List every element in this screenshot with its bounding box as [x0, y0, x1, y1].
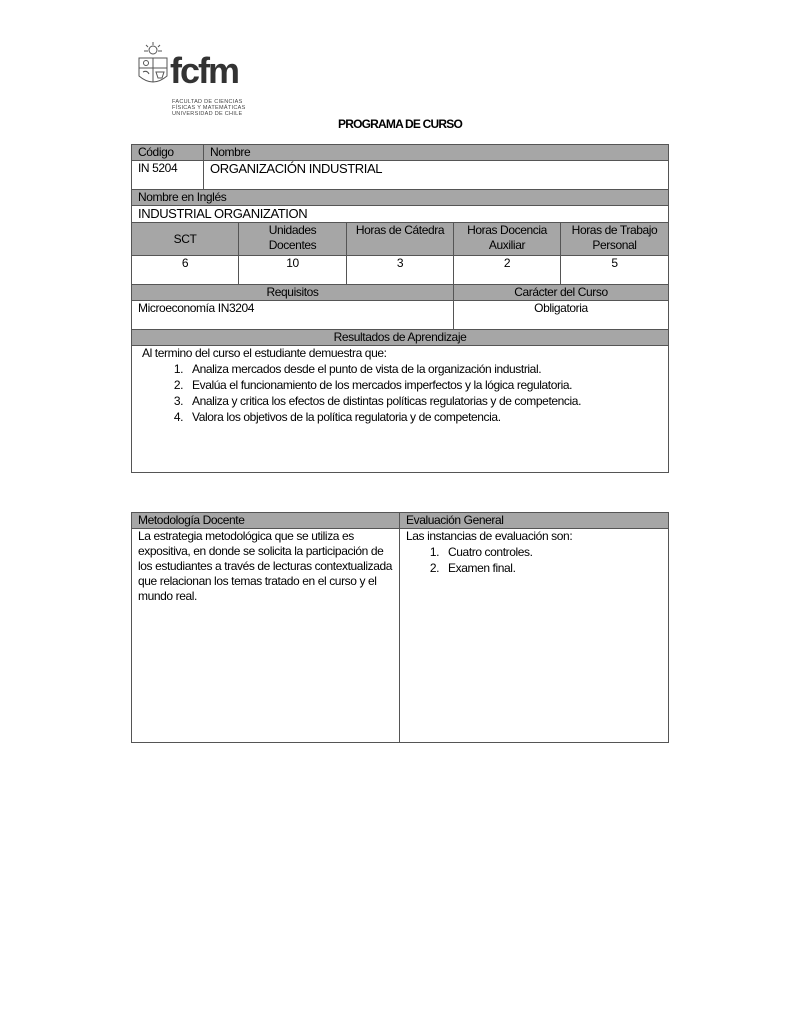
methodology-evaluation-table: [131, 512, 669, 743]
university-seal-icon: [136, 42, 170, 92]
outcomes-header: Resultados de Aprendizaje: [132, 330, 669, 346]
requirements-value: Microeconomía IN3204: [132, 301, 454, 330]
requirements-header: Requisitos: [132, 285, 454, 301]
evaluation-item: 2. Examen final.: [442, 560, 662, 576]
evaluation-intro: Las instancias de evaluación son:: [406, 529, 573, 543]
outcomes-cell: [132, 346, 669, 473]
auxiliary-hours-header: Horas Docencia Auxiliar: [454, 223, 561, 256]
logo-subtitle-line: FÍSICAS Y MATEMÁTICAS: [172, 105, 246, 111]
personal-work-hours-header: Horas de Trabajo Personal: [561, 223, 669, 256]
page-title: PROGRAMA DE CURSO: [338, 117, 462, 131]
lecture-hours-value: 3: [347, 256, 454, 285]
course-code: IN 5204: [132, 161, 204, 190]
name-header: Nombre: [204, 145, 669, 161]
fcfm-logo: [136, 42, 256, 118]
outcomes-list: [142, 361, 662, 425]
sct-header: SCT: [132, 223, 239, 256]
character-header: Carácter del Curso: [454, 285, 669, 301]
outcomes-intro: Al termino del curso el estudiante demuestra que:: [142, 346, 387, 360]
methodology-header: Metodología Docente: [132, 513, 400, 529]
auxiliary-hours-value: 2: [454, 256, 561, 285]
logo-wordmark: fcfm: [170, 50, 239, 91]
code-header: Código: [132, 145, 204, 161]
personal-work-hours-value: 5: [561, 256, 669, 285]
logo-subtitle-line: UNIVERSIDAD DE CHILE: [172, 111, 243, 117]
evaluation-cell: [400, 529, 669, 743]
outcome-item: 3. Analiza y critica los efectos de distintas políticas regulatorias y de competencia.: [186, 393, 662, 409]
lecture-hours-header: Horas de Cátedra: [347, 223, 454, 256]
outcome-item: 2. Evalúa el funcionamiento de los mercados imperfectos y la lógica regulatoria.: [186, 377, 662, 393]
evaluation-list: [406, 544, 662, 576]
evaluation-item: 1. Cuatro controles.: [442, 544, 662, 560]
course-table: [131, 144, 669, 473]
english-name: INDUSTRIAL ORGANIZATION: [132, 206, 669, 223]
teaching-units-header: Unidades Docentes: [239, 223, 347, 256]
teaching-units-value: 10: [239, 256, 347, 285]
outcome-item: 4. Valora los objetivos de la política regulatoria y de competencia.: [186, 409, 662, 425]
course-name: ORGANIZACIÓN INDUSTRIAL: [204, 161, 669, 190]
logo-subtitle-line: FACULTAD DE CIENCIAS: [172, 99, 243, 105]
outcome-item: 1. Analiza mercados desde el punto de vista de la organización industrial.: [186, 361, 662, 377]
sct-value: 6: [132, 256, 239, 285]
methodology-text: La estrategia metodológica que se utiliza es expositiva, en donde se solicita la participación de los estudiantes a través de lecturas contextualizada que relacionan los temas tratado en el curso y el mundo real.: [132, 529, 400, 743]
evaluation-header: Evaluación General: [400, 513, 669, 529]
character-value: Obligatoria: [454, 301, 669, 330]
english-name-header: Nombre en Inglés: [132, 190, 669, 206]
